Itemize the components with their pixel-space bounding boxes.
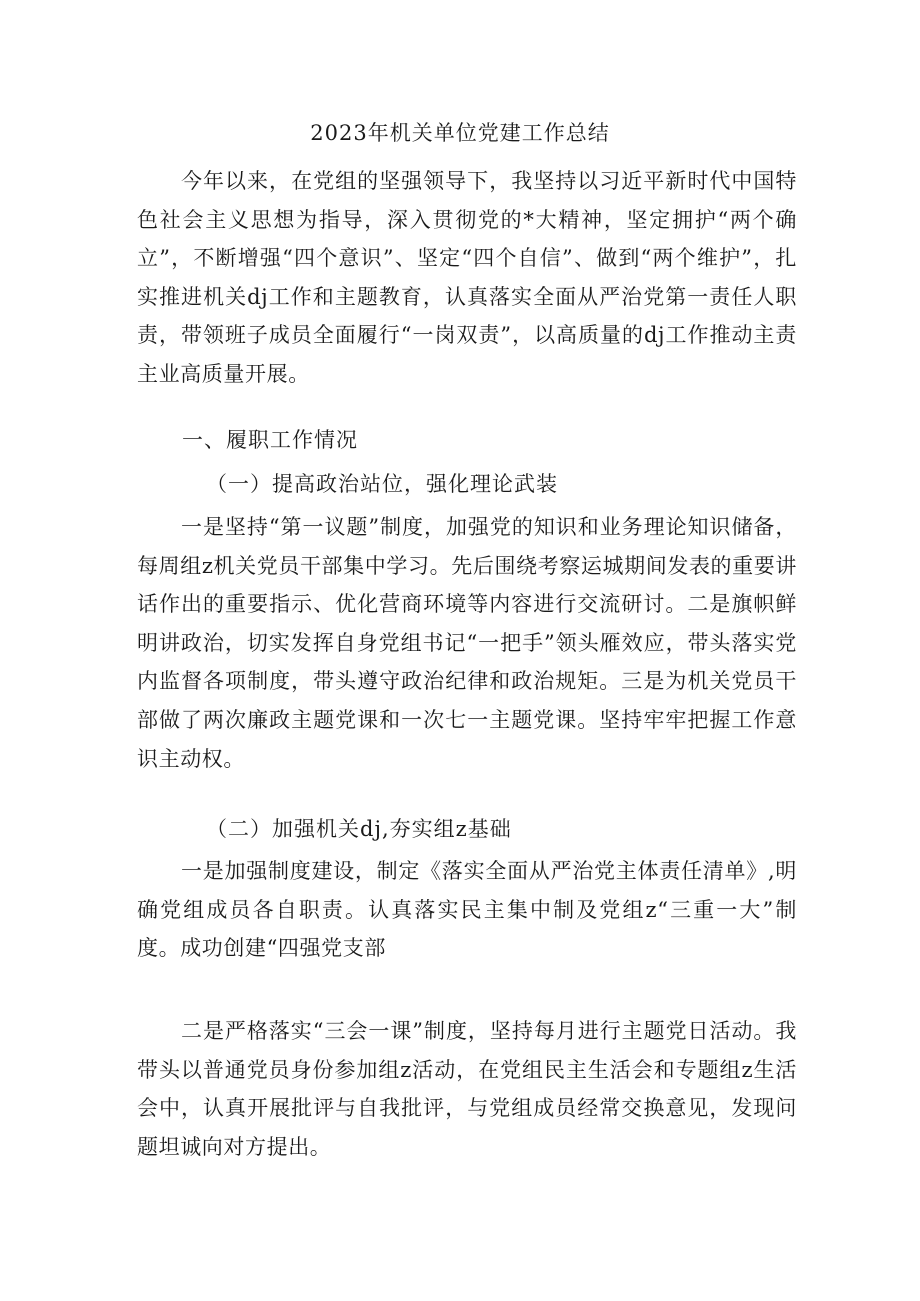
subsection-heading-2: （二）加强机关dj,夯实组z基础 [206,817,512,841]
document-title: 2023年机关单位党建工作总结 [310,121,610,145]
intro-paragraph: 今年以来，在党组的坚强领导下，我坚持以习近平新时代中国特色社会主义思想为指导，深入贯彻党的*大精神，坚定拥护“两个确立”，不断增强“四个意识”、坚定“四个自信”、做到“两个维护”，扎实推进机关dj工作和主题教育，认真落实全面从严治党第一责任人职责，带领班子成员全面履行“一岗双责”，以高质量的dj工作推动主责主业高质量开展。 [137,169,797,386]
subsection-1-body: 一是坚持“第一议题”制度，加强党的知识和业务理论知识储备，每周组z机关党员干部集中学习。先后围绕考察运城期间发表的重要讲话作出的重要指示、优化营商环境等内容进行交流研讨。二是旗帜鲜明讲政治，切实发挥自身党组书记“一把手”领头雁效应，带头落实党内监督各项制度，带头遵守政治纪律和政治规矩。三是为机关党员干部做了两次廉政主题党课和一次七一主题党课。坚持牢牢把握工作意识主动权。 [137,515,797,771]
subsection-2-body-2: 二是严格落实“三会一课”制度，坚持每月进行主题党日活动。我带头以普通党员身份参加组z活动，在党组民主生活会和专题组z生活会中，认真开展批评与自我批评，与党组成员经常交换意见，发现问题坦诚向对方提出。 [137,1019,797,1159]
subsection-2-body-1: 一是加强制度建设，制定《落实全面从严治党主体责任清单》,明确党组成员各自职责。认真落实民主集中制及党组z“三重一大”制度。成功创建“四强党支部 [137,859,797,961]
subsection-heading-1: （一）提高政治站位，强化理论武装 [206,472,558,496]
section-heading-1: 一、履职工作情况 [182,428,358,452]
